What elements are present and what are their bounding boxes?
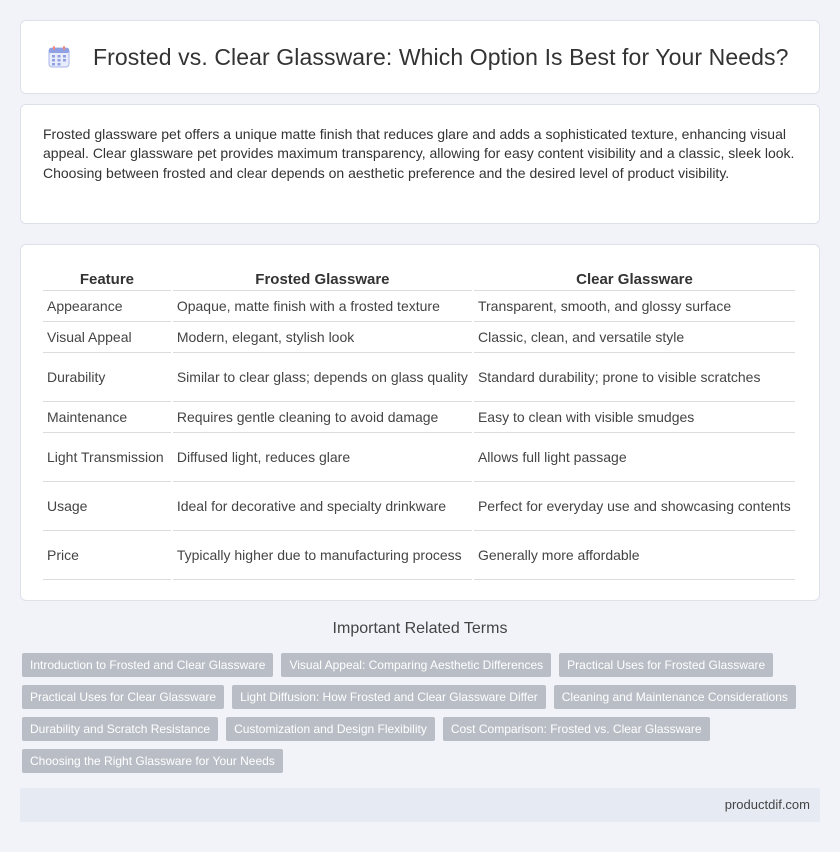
clear-cell: Allows full light passage bbox=[474, 433, 795, 482]
intro-card bbox=[20, 104, 820, 224]
feature-cell: Visual Appeal bbox=[43, 322, 171, 353]
calendar-grid-icon bbox=[47, 45, 71, 69]
column-header-clear: Clear Glassware bbox=[474, 265, 795, 291]
frosted-cell: Diffused light, reduces glare bbox=[173, 433, 472, 482]
feature-cell: Maintenance bbox=[43, 402, 171, 433]
table-row bbox=[43, 531, 795, 580]
footer bbox=[20, 788, 820, 822]
related-term-tag[interactable]: Choosing the Right Glassware for Your Needs bbox=[22, 749, 283, 773]
frosted-cell: Ideal for decorative and specialty drinkware bbox=[173, 482, 472, 531]
frosted-cell: Typically higher due to manufacturing process bbox=[173, 531, 472, 580]
related-terms-title: Important Related Terms bbox=[332, 620, 508, 637]
related-term-tag[interactable]: Practical Uses for Frosted Glassware bbox=[559, 653, 773, 677]
related-term-tag[interactable]: Practical Uses for Clear Glassware bbox=[22, 685, 224, 709]
feature-cell: Appearance bbox=[43, 291, 171, 322]
header-card bbox=[20, 20, 820, 94]
column-header-frosted: Frosted Glassware bbox=[173, 265, 472, 291]
comparison-table-card bbox=[20, 244, 820, 601]
feature-cell: Durability bbox=[43, 353, 171, 402]
table-row bbox=[43, 402, 795, 433]
table-row bbox=[43, 482, 795, 531]
column-header-feature: Feature bbox=[43, 265, 171, 291]
related-term-tag[interactable]: Cleaning and Maintenance Considerations bbox=[554, 685, 796, 709]
feature-cell: Usage bbox=[43, 482, 171, 531]
clear-cell: Transparent, smooth, and glossy surface bbox=[474, 291, 795, 322]
related-term-tag[interactable]: Light Diffusion: How Frosted and Clear Glassware Differ bbox=[232, 685, 546, 709]
clear-cell: Classic, clean, and versatile style bbox=[474, 322, 795, 353]
table-row bbox=[43, 353, 795, 402]
clear-cell: Standard durability; prone to visible scratches bbox=[474, 353, 795, 402]
table-row bbox=[43, 433, 795, 482]
frosted-cell: Similar to clear glass; depends on glass quality bbox=[173, 353, 472, 402]
feature-cell: Light Transmission bbox=[43, 433, 171, 482]
table-row bbox=[43, 291, 795, 322]
intro-paragraph: Frosted glassware pet offers a unique matte finish that reduces glare and adds a sophisticated texture, enhancing visual appeal. Clear glassware pet provides maximum transparency, allowing for easy content visibility and a classic, sleek look. Choosing between frosted and clear depends on aesthetic preference and the desired level of product visibility. bbox=[43, 126, 795, 181]
related-term-tag[interactable]: Visual Appeal: Comparing Aesthetic Differences bbox=[281, 653, 551, 677]
comparison-table bbox=[41, 265, 797, 580]
footer-brand[interactable]: productdif.com bbox=[724, 797, 810, 812]
related-terms-list bbox=[22, 653, 802, 773]
related-term-tag[interactable]: Durability and Scratch Resistance bbox=[22, 717, 218, 741]
frosted-cell: Modern, elegant, stylish look bbox=[173, 322, 472, 353]
clear-cell: Perfect for everyday use and showcasing contents bbox=[474, 482, 795, 531]
page-title: Frosted vs. Clear Glassware: Which Option Is Best for Your Needs? bbox=[93, 44, 789, 70]
clear-cell: Easy to clean with visible smudges bbox=[474, 402, 795, 433]
table-row bbox=[43, 322, 795, 353]
table-header-row bbox=[43, 265, 795, 291]
frosted-cell: Opaque, matte finish with a frosted texture bbox=[173, 291, 472, 322]
clear-cell: Generally more affordable bbox=[474, 531, 795, 580]
related-term-tag[interactable]: Introduction to Frosted and Clear Glassware bbox=[22, 653, 273, 677]
related-term-tag[interactable]: Cost Comparison: Frosted vs. Clear Glassware bbox=[443, 717, 710, 741]
frosted-cell: Requires gentle cleaning to avoid damage bbox=[173, 402, 472, 433]
related-term-tag[interactable]: Customization and Design Flexibility bbox=[226, 717, 435, 741]
feature-cell: Price bbox=[43, 531, 171, 580]
